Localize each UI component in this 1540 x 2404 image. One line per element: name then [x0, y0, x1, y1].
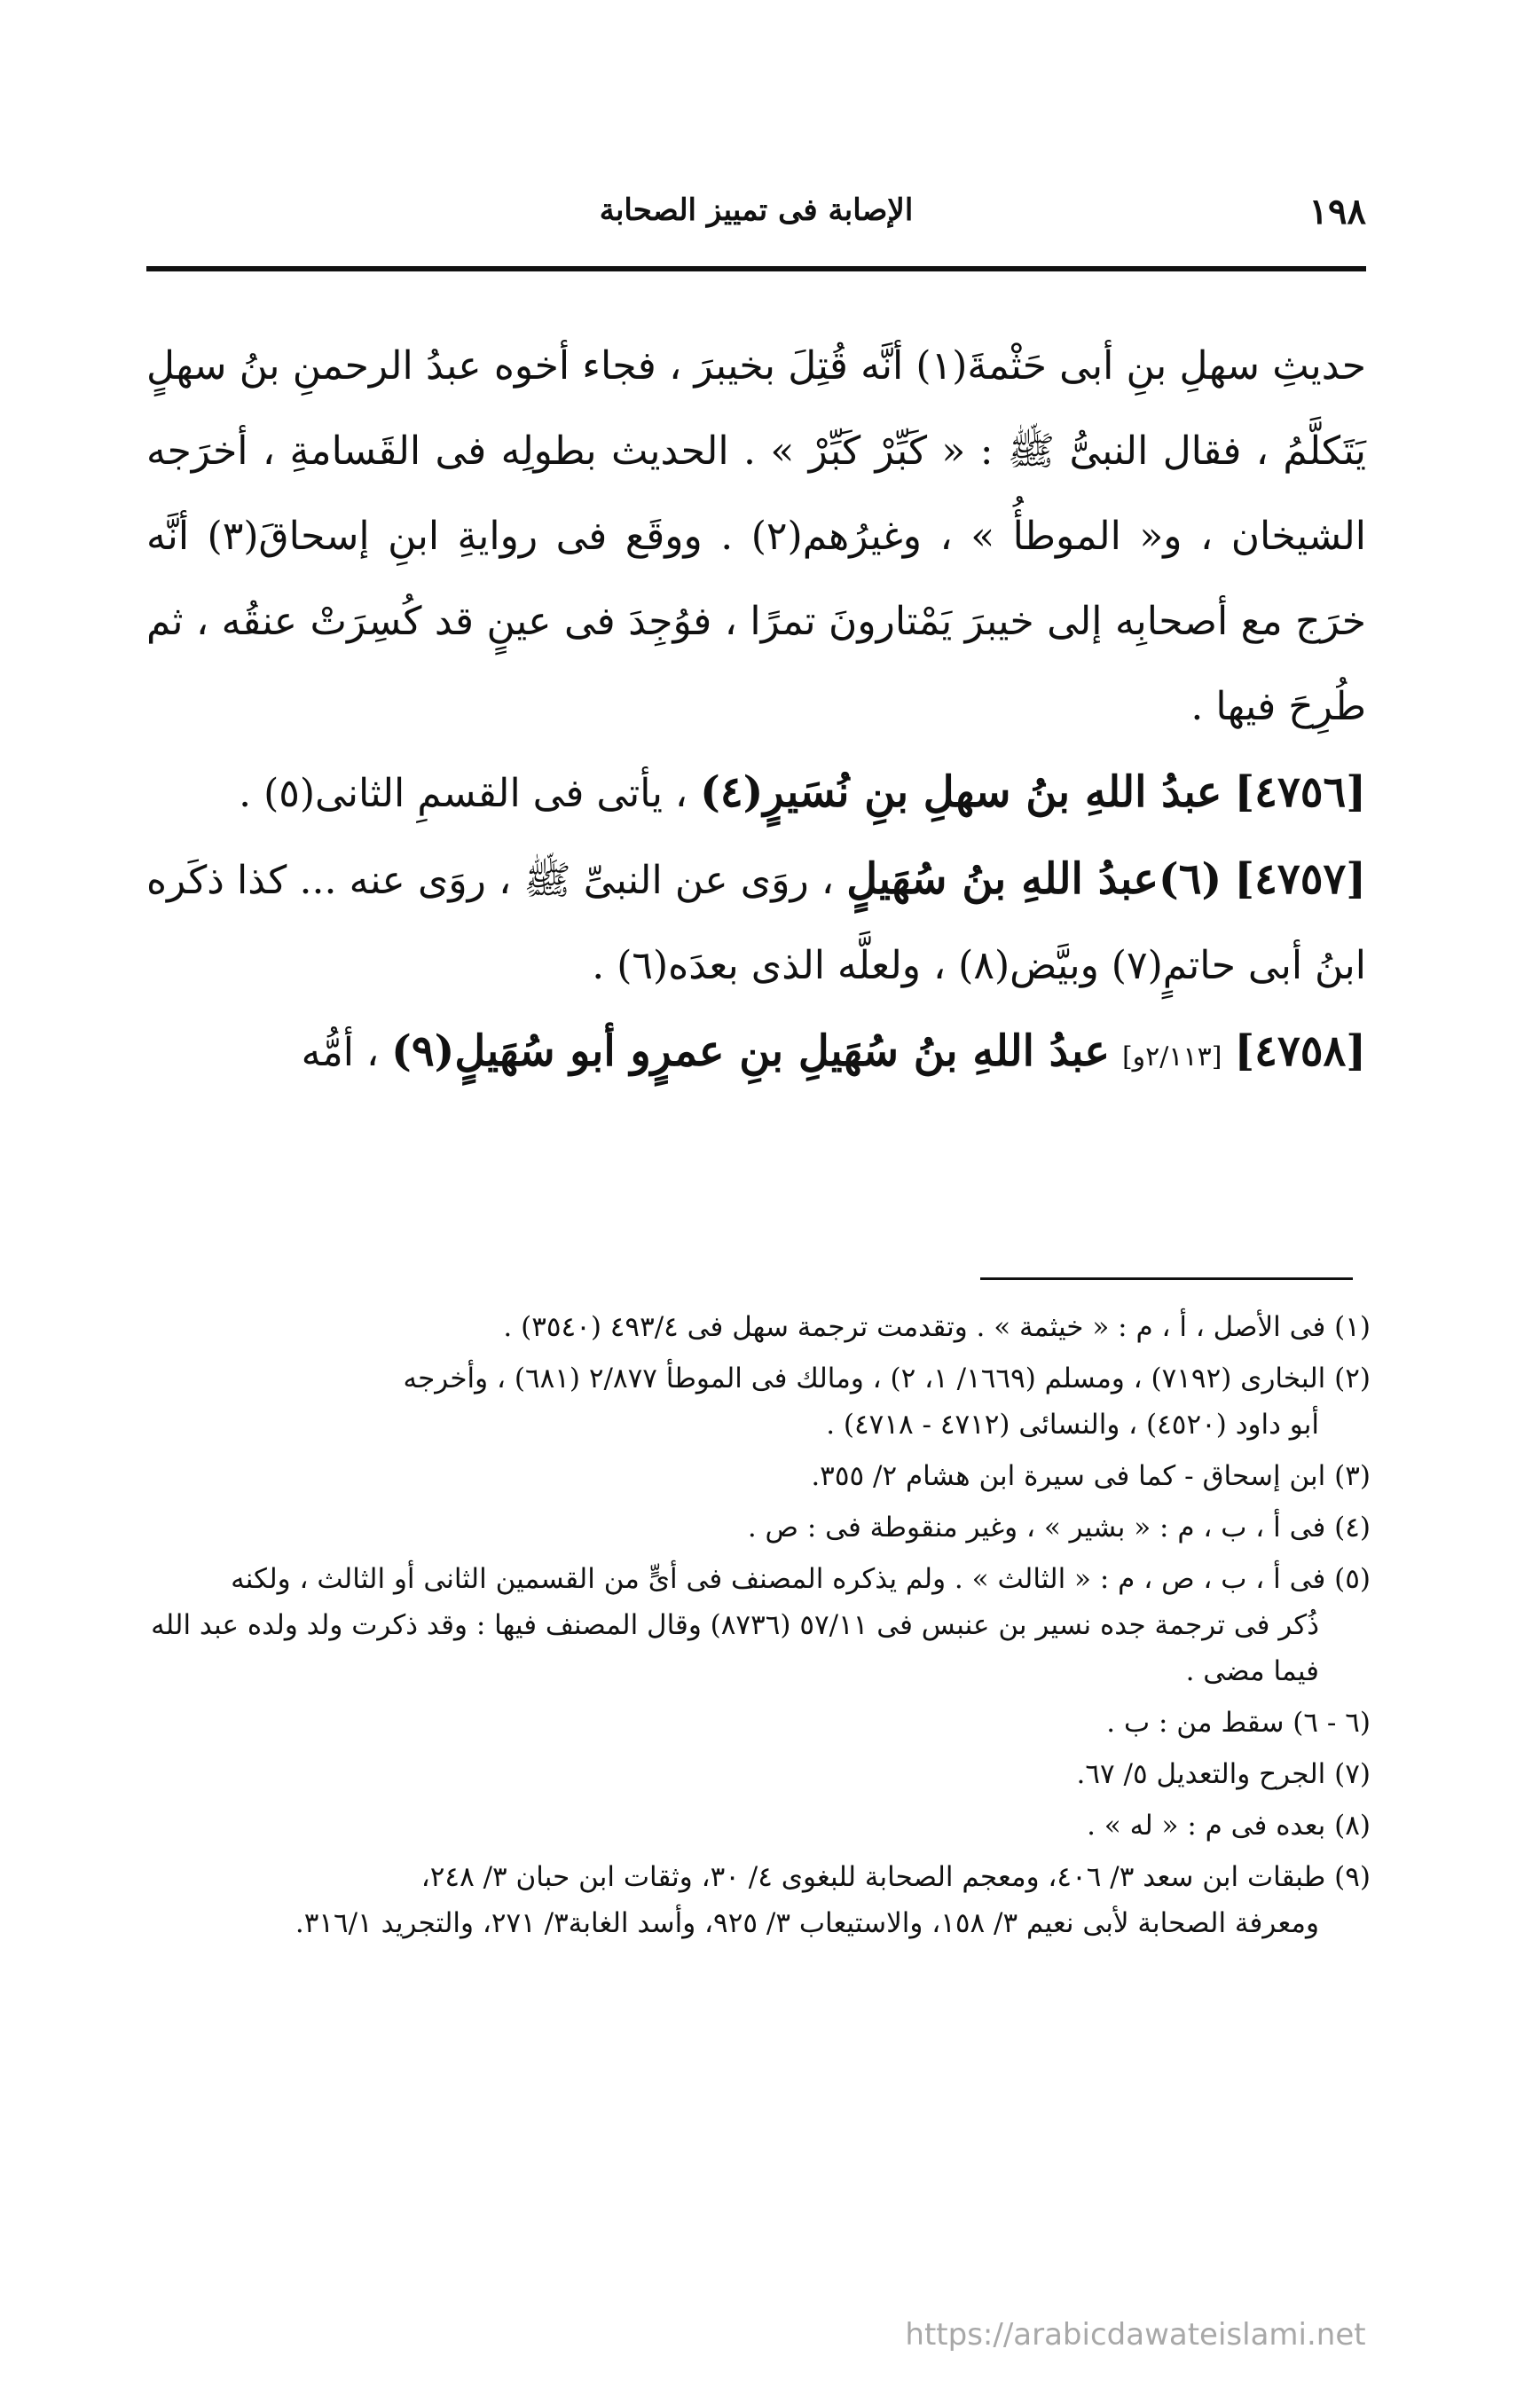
footnote-7 — [142, 1751, 1371, 1797]
footnotes — [142, 1304, 1371, 1952]
footnote-separator — [980, 1277, 1353, 1280]
watermark-url: https://arabicdawateislami.net — [905, 2317, 1366, 2353]
footnote-8 — [142, 1803, 1371, 1849]
volume-reference: [٢/١١٣و] — [1121, 1041, 1222, 1072]
footnote-continuation: ذُكر فى ترجمة جده نسير بن عنبس فى ٥٧/١١ (٨٧٣٦) وقال المصنف فيها : وقد ذكرت ولد ولده عبد الله فيما مضى . — [151, 1609, 1319, 1687]
footnote-text: (٨) بعده فى م : « له » . — [1087, 1810, 1371, 1842]
entry-name: عبدُ اللهِ بنُ سُهَيلِ بنِ عمرٍو أبو سُهَيلٍ(٩) — [391, 1026, 1110, 1076]
entry-name: عبدُ اللهِ بنُ سهلِ بنِ نُسَيرٍ(٤) — [700, 767, 1222, 817]
main-text — [146, 324, 1366, 1100]
footnote-6 — [142, 1700, 1371, 1746]
footnote-text: (٦ - ٦) سقط من : ب . — [1106, 1707, 1371, 1739]
footnote-text: (٤) فى أ ، ب ، م : « بشير » ، وغير منقوطة فى : ص . — [747, 1512, 1371, 1544]
footnote-text: (٣) ابن إسحاق - كما فى سيرة ابن هشام ٢/ ٣٥٥. — [811, 1460, 1371, 1492]
entry-text: ، روَى عن النبىِّ ﷺ ، روَى عنه ... كذا ذكَره ابنُ أبى حاتمٍ(٧) وبيَّض(٨) ، ولعلَّه الذى بعدَه(٦) . — [146, 858, 1366, 988]
footnote-3 — [142, 1453, 1371, 1499]
footnote-2 — [142, 1355, 1371, 1448]
footnote-continuation: أبو داود (٤٥٢٠) ، والنسائى (٤٧١٢ - ٤٧١٨) . — [826, 1409, 1319, 1441]
header-rule — [146, 266, 1366, 271]
entry-text: ، أمُّه — [301, 1030, 380, 1075]
footnote-1 — [142, 1304, 1371, 1350]
entry-4758 — [146, 1009, 1366, 1100]
entry-text: ، يأتى فى القسمِ الثانى(٥) . — [239, 771, 688, 816]
footnote-9 — [142, 1854, 1371, 1946]
entry-number: [٤٧٥٦] — [1234, 767, 1366, 817]
footnote-text: (٧) الجرح والتعديل ٥/ ٦٧. — [1076, 1758, 1371, 1790]
footnote-text: (٩) طبقات ابن سعد ٣/ ٤٠٦، ومعجم الصحابة للبغوى ٤/ ٣٠، وثقات ابن حبان ٣/ ٢٤٨، — [420, 1861, 1371, 1893]
entry-4757 — [146, 837, 1366, 1009]
entry-4756 — [146, 750, 1366, 837]
entry-number: [٤٧٥٨] — [1234, 1026, 1366, 1076]
paragraph-1: حديثِ سهلِ بنِ أبى حَثْمةَ(١) أنَّه قُتِلَ بخيبرَ ، فجاء أخوه عبدُ الرحمنِ بنُ سهلٍ يَتَكلَّمُ ، فقال النبىُّ ﷺ : « كَبِّرْ كَبِّرْ » . الحديث بطولِه فى القَسامةِ ، أخرَجه الشيخان ، و« الموطأُ » ، وغيرُهم(٢) . ووقَع فى روايةِ ابنِ إسحاقَ(٣) أنَّه خرَج مع أصحابِه إلى خيبرَ يَمْتارونَ تمرًا ، فوُجِدَ فى عينٍ قد كُسِرَتْ عنقُه ، ثم طُرِحَ فيها . — [146, 343, 1366, 729]
footnote-text: (١) فى الأصل ، أ ، م : « خيثمة » . وتقدمت ترجمة سهل فى ٤٩٣/٤ (٣٥٤٠) . — [503, 1311, 1371, 1343]
running-title: الإصابة فى تمييز الصحابة — [599, 192, 914, 228]
footnote-text: (٢) البخارى (٧١٩٢) ، ومسلم (١٦٦٩/ ١، ٢) ، ومالك فى الموطأ ٢/٨٧٧ (٦٨١) ، وأخرجه — [403, 1363, 1371, 1394]
footnote-continuation: ومعرفة الصحابة لأبى نعيم ٣/ ١٥٨، والاستيعاب ٣/ ٩٢٥، وأسد الغابة٣/ ٢٧١، والتجريد ٣١٦/١. — [295, 1907, 1319, 1939]
page-header — [146, 191, 1366, 244]
entry-name: (٦)عبدُ اللهِ بنُ سُهَيلٍ — [846, 854, 1222, 904]
footnote-text: (٥) فى أ ، ب ، ص ، م : « الثالث » . ولم يذكره المصنف فى أىٍّ من القسمين الثانى أو الثالث ، ولكنه — [231, 1563, 1371, 1595]
footnote-4 — [142, 1504, 1371, 1551]
footnote-5 — [142, 1556, 1371, 1694]
page-number: ١٩٨ — [1308, 191, 1366, 232]
entry-number: [٤٧٥٧] — [1234, 854, 1366, 904]
